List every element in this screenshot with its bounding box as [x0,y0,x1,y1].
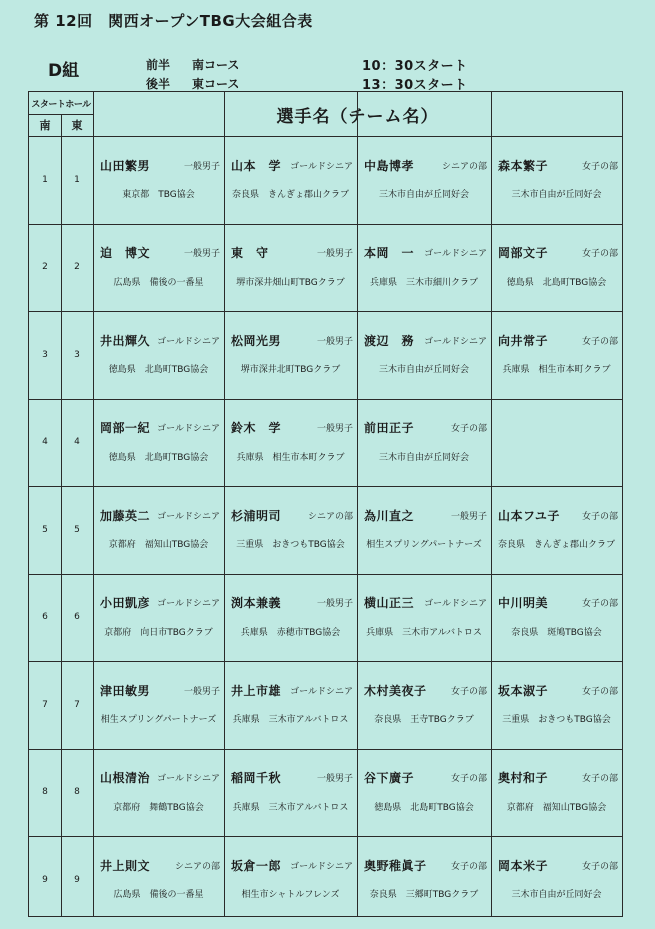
player-category: 女子の部 [581,774,618,784]
player-affiliation: 相生スプリングパートナーズ [100,715,217,725]
player-name: 横山正三 [364,596,415,610]
player-category: 一般男子 [316,424,353,434]
player-name: 奥村和子 [498,771,549,785]
player-cell [491,224,622,312]
player-cell [93,136,224,224]
first-half-label: 前半 [146,58,171,72]
group-label: D組 [48,61,80,81]
player-affiliation: 堺市深井北町TBGクラブ [240,365,341,375]
player-cell [357,224,491,312]
player-line [498,332,618,348]
player-name: 井上市雄 [231,683,282,698]
player-category: 一般男子 [183,686,220,697]
minami-hole-number: 5 [42,524,48,535]
player-affiliation: 三重県 おきつもTBG協会 [502,715,611,725]
player-line [100,857,220,873]
player-category: 一般男子 [316,774,353,784]
player-cell [357,399,491,487]
player-name: 東 守 [231,246,269,260]
player-name: 山根清治 [100,771,151,785]
player-category: シニアの部 [307,511,353,522]
player-name: 津田敏男 [100,683,151,698]
player-cell [224,136,357,224]
player-category: シニアの部 [174,861,220,872]
player-affiliation: 広島県 備後の一番星 [113,277,204,288]
minami-hole-number: 1 [42,174,48,185]
player-line [498,857,618,873]
player-affiliation: 堺市深井畑山町TBGクラブ [236,277,345,288]
higashi-column-header: 東 [71,119,83,132]
player-category: ゴールドシニア [157,424,220,434]
player-name: 井上則文 [100,858,151,873]
first-half-course: 南コース [192,58,240,72]
player-affiliation: 三木市自由が丘同好会 [511,190,602,200]
higashi-hole-number: 4 [74,437,80,448]
minami-hole-number: 2 [42,262,48,273]
player-affiliation: 兵庫県 赤穂市TBG協会 [240,627,341,638]
minami-hole-number: 7 [42,699,48,710]
player-cell [491,574,622,662]
player-category: ゴールドシニア [424,249,487,259]
player-line [231,770,353,786]
player-name: 為川直之 [364,508,415,523]
player-category: ゴールドシニア [157,774,220,784]
player-line [498,245,618,261]
player-line [231,157,353,173]
player-line [498,157,618,173]
player-cell [224,661,357,749]
player-line [100,682,220,698]
player-category: 一般男子 [316,599,353,609]
player-cell [93,574,224,662]
player-line [100,157,220,173]
player-cell [93,224,224,312]
player-cell [93,399,224,487]
minami-hole-number: 4 [42,437,48,448]
player-affiliation: 三木市自由が丘同好会 [378,190,469,200]
player-line [364,332,487,348]
player-line [100,770,220,786]
first-half-schedule [146,56,239,73]
page-title: 第 12回 関西オープンTBG大会組合表 [34,12,313,30]
player-category: ゴールドシニア [157,599,220,609]
second-half-course: 東コース [192,77,240,91]
player-category: 女子の部 [450,424,487,434]
player-line [100,420,220,436]
player-name: 鈴木 学 [231,421,282,435]
player-category: 女子の部 [581,686,618,697]
player-line [364,507,487,523]
player-name: 前田正子 [364,421,415,435]
player-cell [491,749,622,837]
player-cell [357,661,491,749]
higashi-hole-number: 3 [74,349,80,360]
players-header: 選手名（チーム名） [276,106,439,127]
player-line [231,682,353,698]
player-line [364,770,487,786]
player-affiliation: 徳島県 北島町TBG協会 [108,452,209,463]
higashi-hole-number: 5 [74,524,80,535]
player-cell [224,836,357,924]
player-line [100,245,220,261]
player-cell [224,574,357,662]
player-affiliation: 京都府 向日市TBGクラブ [104,627,213,638]
player-category: 女子の部 [581,599,618,609]
start-hole-header: スタートホール [31,99,91,110]
player-line [364,595,487,611]
player-category: ゴールドシニア [157,511,220,522]
player-line [231,507,353,523]
player-category: ゴールドシニア [290,686,353,697]
player-name: 谷下廣子 [364,771,415,785]
player-category: ゴールドシニア [290,861,353,872]
player-cell [93,486,224,574]
player-affiliation: 徳島県 北島町TBG協会 [506,277,607,288]
player-name: 山本 学 [231,158,282,173]
player-name: 山田繁男 [100,158,151,173]
player-name: 中川明美 [498,596,549,610]
player-affiliation: 奈良県 きんぎょ郡山クラブ [497,540,615,550]
player-affiliation: 三木市自由が丘同好会 [378,452,469,463]
player-line [100,595,220,611]
player-name: 岡部一紀 [100,421,151,435]
player-cell [224,224,357,312]
higashi-hole-number: 1 [74,174,80,185]
player-line [364,245,487,261]
player-name: 山本フユ子 [498,508,560,523]
pairing-table [28,91,623,917]
player-category: 一般男子 [450,511,487,522]
player-category: 女子の部 [581,249,618,259]
player-affiliation: 三木市自由が丘同好会 [511,890,602,900]
player-cell [93,311,224,399]
player-affiliation: 京都府 福知山TBG協会 [108,540,209,550]
player-category: 一般男子 [183,249,220,259]
player-name: 杉浦明司 [231,508,282,523]
player-line [100,332,220,348]
minami-hole-number: 8 [42,787,48,798]
player-line [100,507,220,523]
player-name: 岡部文子 [498,246,549,260]
player-category: 女子の部 [581,861,618,872]
player-cell [93,836,224,924]
player-affiliation: 徳島県 北島町TBG協会 [374,802,474,813]
player-name: 坂本淑子 [498,683,549,698]
player-name: 渡辺 務 [364,333,415,348]
player-category: シニアの部 [441,161,487,172]
player-category: 女子の部 [450,861,487,872]
player-cell [491,486,622,574]
player-name: 小田凱彦 [100,596,151,610]
player-line [231,595,353,611]
player-category: ゴールドシニア [424,599,487,609]
player-name: 中島博孝 [364,158,415,173]
player-name: 向井常子 [498,333,549,348]
player-name: 岡本米子 [498,858,549,873]
player-name: 稲岡千秋 [231,771,282,785]
player-affiliation: 相生市シャトルフレンズ [241,890,340,900]
player-cell [224,486,357,574]
player-cell [93,661,224,749]
player-cell [491,136,622,224]
higashi-hole-number: 7 [74,699,80,710]
player-affiliation: 兵庫県 三木市アルバトロス [366,627,482,638]
player-affiliation: 奈良県 三郷町TBGクラブ [369,890,479,900]
player-affiliation: 兵庫県 三木市細川クラブ [369,277,478,288]
higashi-hole-number: 2 [74,262,80,273]
player-line [364,682,487,698]
player-category: 女子の部 [581,511,618,522]
player-cell [224,749,357,837]
player-affiliation: 相生スプリングパートナーズ [366,540,482,550]
player-line [364,857,487,873]
higashi-hole-number: 8 [74,787,80,798]
player-name: 井出輝久 [100,333,151,348]
player-category: ゴールドシニア [424,336,487,347]
player-affiliation: 三木市自由が丘同好会 [378,365,469,375]
player-line [498,507,618,523]
second-half-time: 13：30スタート [362,78,468,93]
player-cell [224,311,357,399]
player-cell [357,311,491,399]
player-name: 本岡 一 [364,246,415,260]
player-line [498,770,618,786]
player-line [364,420,487,436]
player-affiliation: 東京都 TBG協会 [122,190,195,200]
minami-hole-number: 9 [42,874,48,885]
player-line [231,245,353,261]
player-category: 女子の部 [450,686,487,697]
player-line [498,420,618,436]
player-affiliation: 奈良県 王寺TBGクラブ [374,715,474,725]
player-cell [491,661,622,749]
second-half-label: 後半 [146,77,171,91]
player-name: 迫 博文 [100,246,151,260]
player-affiliation: 奈良県 きんぎょ郡山クラブ [231,190,349,200]
player-category: ゴールドシニア [290,161,353,172]
player-affiliation: 徳島県 北島町TBG協会 [108,365,209,375]
player-cell [224,399,357,487]
player-affiliation: 兵庫県 相生市本町クラブ [502,365,611,375]
player-affiliation: 奈良県 斑鳩TBG協会 [511,627,602,638]
player-affiliation: 広島県 備後の一番星 [113,890,204,900]
player-name: 松岡光男 [231,333,282,348]
player-category: 一般男子 [183,161,220,172]
player-category: ゴールドシニア [157,336,220,347]
player-line [231,332,353,348]
player-affiliation: 京都府 福知山TBG協会 [506,802,607,813]
player-cell [491,836,622,924]
minami-column-header: 南 [39,119,51,132]
player-category: 女子の部 [581,336,618,347]
start-hole-divider [29,114,93,115]
minami-hole-number: 6 [42,612,48,623]
player-line [498,682,618,698]
player-line [364,157,487,173]
player-cell [93,749,224,837]
player-name: 坂倉一郎 [231,858,282,873]
player-category: 一般男子 [316,249,353,259]
player-affiliation: 兵庫県 三木市アルバトロス [232,802,349,813]
second-half-schedule [146,75,239,92]
player-cell [357,574,491,662]
player-cell [357,749,491,837]
player-line [231,857,353,873]
player-affiliation: 兵庫県 三木市アルバトロス [232,715,349,725]
player-line [231,420,353,436]
player-cell [357,836,491,924]
player-category: 女子の部 [581,161,618,172]
player-affiliation: 三重県 おきつもTBG協会 [236,540,345,550]
first-half-time: 10：30スタート [362,59,468,74]
player-name: 木村美夜子 [364,683,427,698]
minami-hole-number: 3 [42,349,48,360]
player-cell [491,399,622,487]
player-name: 奥野稚眞子 [364,858,427,873]
player-category: 一般男子 [316,336,353,347]
player-cell [357,486,491,574]
player-name: 森本繁子 [498,158,549,173]
player-name: 加藤英二 [100,508,151,523]
player-category: 女子の部 [450,774,487,784]
higashi-hole-number: 9 [74,874,80,885]
player-affiliation: 兵庫県 相生市本町クラブ [236,452,345,463]
higashi-hole-number: 6 [74,612,80,623]
player-line [498,595,618,611]
player-cell [357,136,491,224]
player-cell [491,311,622,399]
player-name: 渕本兼義 [231,596,282,610]
player-affiliation: 京都府 舞鶴TBG協会 [113,802,204,813]
